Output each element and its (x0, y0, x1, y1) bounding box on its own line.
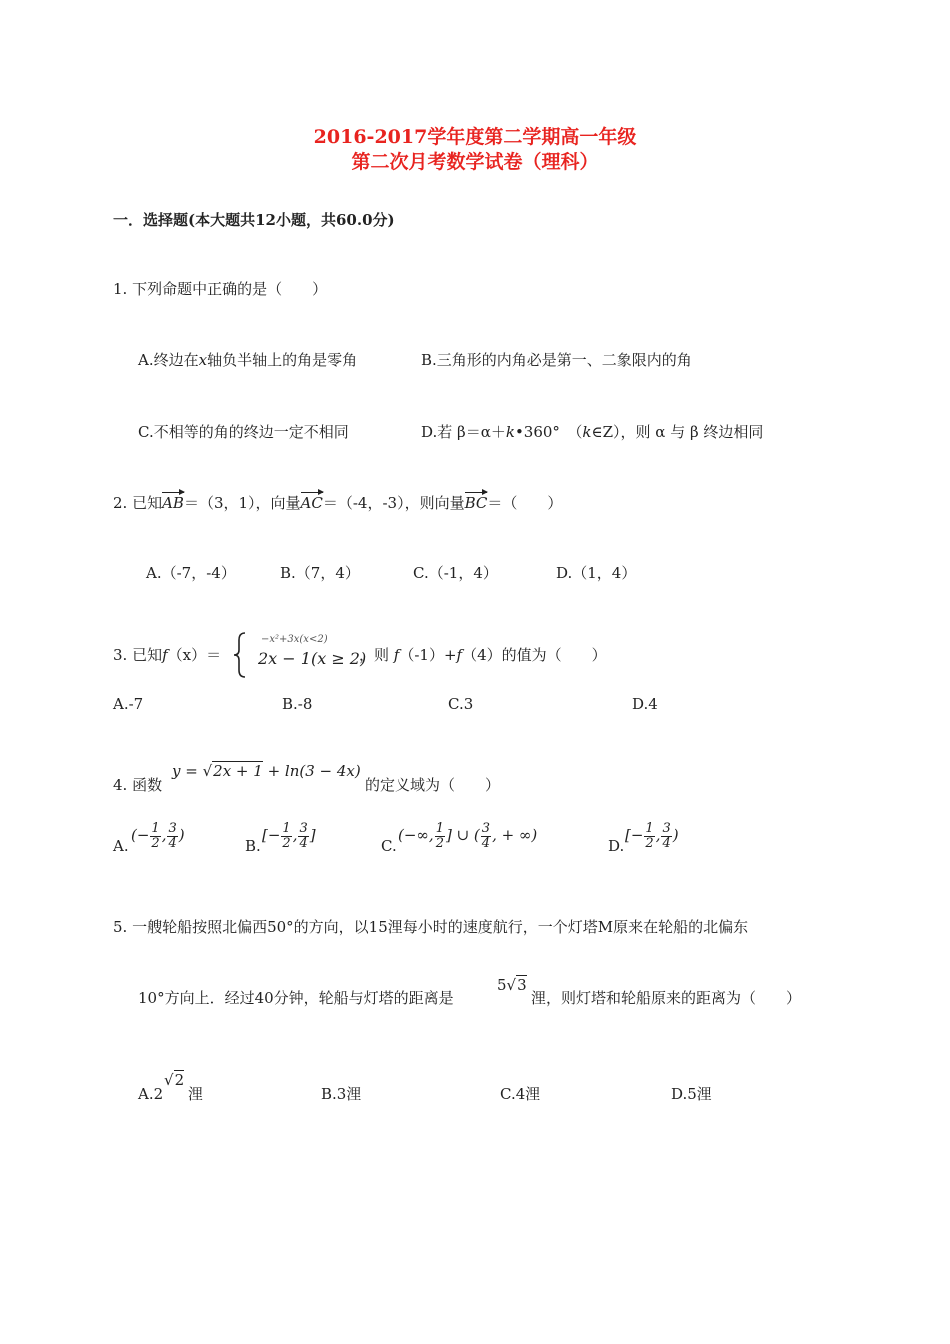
q5-option-a-unit: 浬 (188, 1085, 204, 1103)
q1-option-c: C.不相等的角的终边一定不相同 (138, 423, 349, 441)
q4-option-b: B. (245, 837, 261, 855)
q4-option-c-interval: (−∞, $\frac{1}{2}$ ] ∪ ( $\frac{3}{4}$ , + ∞) (398, 821, 538, 851)
q3-option-c: C.3 (448, 695, 474, 713)
q4-function: y = √2x + 1 + ln(3 − 4x) (172, 762, 361, 780)
sqrt-expression: √2x + 1 (202, 762, 263, 780)
q1-option-d: D.若 β＝α＋k•360° （k∈Z），则 α 与 β 终边相同 (421, 423, 764, 441)
q4-option-d-interval: [− $\frac{1}{2}$ , $\frac{3}{4}$ ) (625, 821, 679, 851)
q4-option-c: C. (381, 837, 397, 855)
q5-option-a-sqrt: √2 (164, 1071, 185, 1089)
q4-stem-post: 的定义域为（ ） (365, 776, 501, 794)
piecewise-case2: 2x − 1(x ≥ 2) (258, 649, 367, 668)
q3-option-d: D.4 (632, 695, 658, 713)
exam-title-line2: 第二次月考数学试卷（理科） (351, 151, 599, 173)
q3-option-a: A.-7 (113, 695, 144, 713)
piecewise-brace (233, 632, 247, 678)
piecewise-case1: −x²+3x(x<2) (261, 634, 328, 645)
q1-stem: 1. 下列命题中正确的是（ ） (113, 280, 328, 298)
vector-ac: AC (300, 494, 323, 512)
q5-stem-line2-post: 浬，则灯塔和轮船原来的距离为（ ） (531, 989, 802, 1007)
q2-option-c: C.（-1，4） (413, 564, 498, 582)
q5-option-d: D.5浬 (671, 1085, 712, 1103)
q5-distance-expression: 5√3 (497, 976, 527, 994)
section-header: 一．选择题(本大题共12小题，共60.0分) (113, 211, 395, 229)
q5-stem-line1: 5. 一艘轮船按照北偏西50°的方向，以15浬每小时的速度航行，一个灯塔M原来在轮船的北偏东 (113, 918, 749, 936)
q3-stem-pre: 3. 已知f（x）＝ (113, 646, 222, 664)
q3-option-b: B.-8 (282, 695, 313, 713)
q2-option-d: D.（1，4） (556, 564, 637, 582)
q5-stem-line2-pre: 10°方向上．经过40分钟，轮船与灯塔的距离是 (138, 989, 454, 1007)
q5-option-c: C.4浬 (500, 1085, 541, 1103)
q2-option-a: A.（-7，-4） (146, 564, 236, 582)
q5-option-b: B.3浬 (321, 1085, 362, 1103)
q1-option-a: A.终边在x轴负半轴上的角是零角 (138, 351, 358, 369)
q3-stem-post: ，则 f（-1）+f（4）的值为（ ） (359, 646, 607, 664)
vector-bc: BC (464, 494, 488, 512)
q2-option-b: B.（7，4） (280, 564, 360, 582)
exam-title-line1: 2016-2017学年度第二学期高一年级 (313, 126, 637, 148)
vector-ab: AB (162, 494, 184, 512)
q4-option-a-interval: (− $\frac{1}{2}$ , $\frac{3}{4}$ ) (131, 821, 185, 851)
q4-option-a: A. (113, 837, 129, 855)
q2-stem: 2. 已知AB＝（3，1），向量AC＝（-4，-3），则向量BC＝（ ） (113, 494, 563, 512)
q5-option-a: A.2 (138, 1085, 164, 1103)
q4-stem-pre: 4. 函数 (113, 776, 163, 794)
q4-option-d: D. (608, 837, 625, 855)
q4-option-b-interval: [− $\frac{1}{2}$ , $\frac{3}{4}$ ] (262, 821, 316, 851)
q1-option-b: B.三角形的内角必是第一、二象限内的角 (421, 351, 692, 369)
